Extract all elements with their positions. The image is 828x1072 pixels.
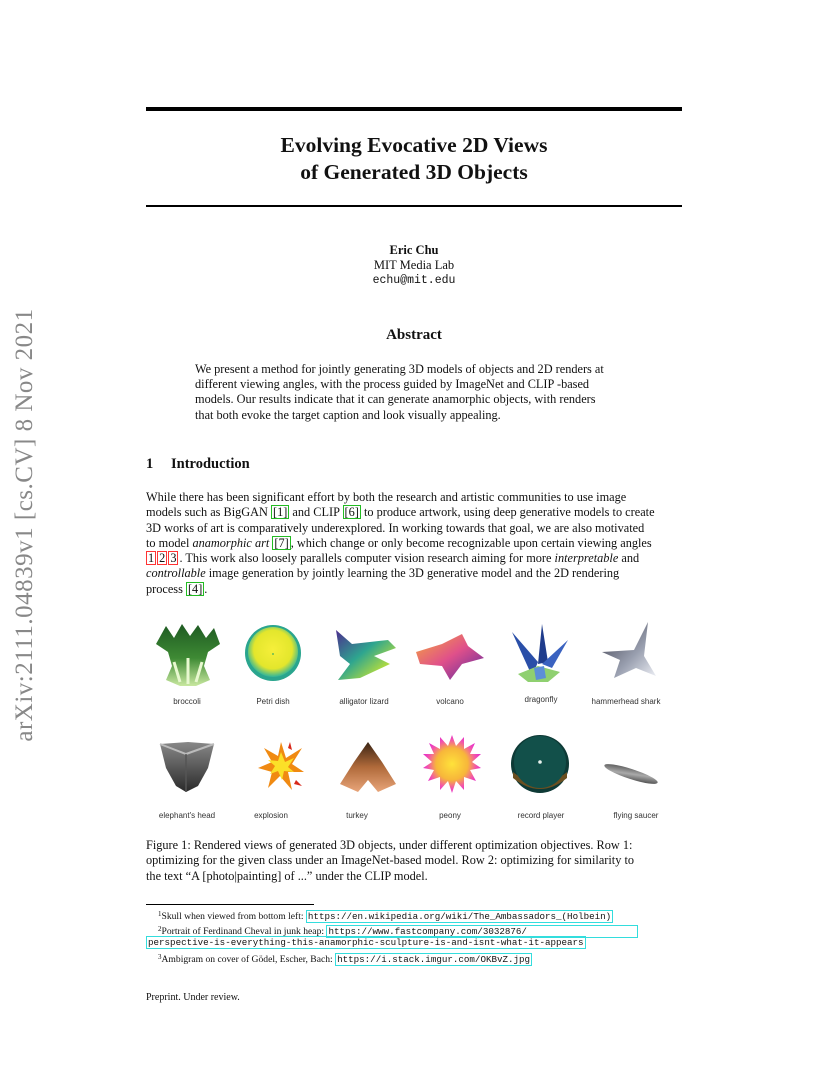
author-email[interactable]: echu@mit.edu xyxy=(372,274,456,287)
footnote-link[interactable]: 1 xyxy=(148,551,155,566)
render-turkey xyxy=(338,740,398,794)
footnote-text: Ambigram on cover of Gödel, Escher, Bach: xyxy=(161,954,336,965)
render-record-player xyxy=(510,734,570,794)
figure-label-elephants-head: elephant's head xyxy=(158,811,216,820)
abstract-line: models. Our results indicate that it can generate anamorphic objects, with renders xyxy=(195,392,596,407)
figure-label-hammerhead-shark: hammerhead shark xyxy=(591,697,661,706)
paper-title xyxy=(146,132,682,186)
para-text: 3D works of art is comparatively underexplored. In working towards that goal, we are also motivated xyxy=(146,520,645,535)
citation-link[interactable]: [7] xyxy=(274,535,289,550)
para-line xyxy=(146,490,682,505)
title-line-2: of Generated 3D Objects xyxy=(300,160,528,184)
figure-label-flying-saucer: flying saucer xyxy=(613,811,659,820)
footnote-link[interactable]: 3 xyxy=(170,551,177,566)
footnote-2-cont xyxy=(146,937,686,949)
render-explosion xyxy=(256,740,306,792)
abstract-line: that both evoke the target caption and look visually appealing. xyxy=(195,407,501,422)
figure-label-peony: peony xyxy=(439,811,461,820)
citation-link[interactable]: [6] xyxy=(344,505,359,520)
para-text: image generation by jointly learning the 3D generative model and the 2D rendering xyxy=(205,566,620,581)
footnote-rule xyxy=(146,904,314,905)
render-broccoli xyxy=(150,622,226,688)
figure-label-record-player: record player xyxy=(517,811,565,820)
render-elephants-head xyxy=(158,738,216,794)
para-line xyxy=(146,551,682,566)
figure-label-broccoli: broccoli xyxy=(173,697,201,706)
footnote-url-link[interactable]: https://i.stack.imgur.com/OKBvZ.jpg xyxy=(337,954,531,965)
figure-label-alligator-lizard: alligator lizard xyxy=(339,697,389,706)
section-number: 1 xyxy=(146,456,154,472)
figure-label-petri-dish: Petri dish xyxy=(256,697,290,706)
para-text: . This work also loosely parallels computer vision research aiming for more xyxy=(179,551,555,566)
citation-link[interactable]: [1] xyxy=(273,505,288,520)
para-emphasis: interpretable xyxy=(554,551,619,566)
para-line xyxy=(146,521,682,536)
figure-label-dragonfly: dragonfly xyxy=(524,695,558,704)
para-text: process xyxy=(146,581,186,596)
render-dragonfly xyxy=(508,622,572,688)
citation-link[interactable]: [4] xyxy=(187,581,203,596)
caption-line: Figure 1: Rendered views of generated 3D objects, under different optimization objectives. Row 1: xyxy=(146,838,633,852)
title-line-1: Evolving Evocative 2D Views xyxy=(280,133,548,157)
footnote-link[interactable]: 2 xyxy=(159,551,166,566)
abstract-heading: Abstract xyxy=(386,327,442,343)
abstract-body xyxy=(195,362,635,423)
para-text: and xyxy=(618,551,640,566)
para-line xyxy=(146,505,682,520)
render-volcano xyxy=(412,632,488,684)
footnote-mark: 2 xyxy=(158,925,162,933)
author-name: Eric Chu xyxy=(389,243,439,257)
abstract-line: We present a method for jointly generating 3D models of objects and 2D renders at xyxy=(195,362,604,376)
footnote-url-link[interactable]: perspective-is-everything-this-anamorphic-sculpture-is-and-isnt-what-it-appears xyxy=(148,937,584,948)
para-line xyxy=(146,536,682,551)
figure-label-explosion: explosion xyxy=(254,811,288,820)
render-alligator-lizard xyxy=(330,626,400,684)
figure-caption xyxy=(146,838,682,884)
footnote-1 xyxy=(158,908,698,923)
para-text: models such as BigGAN xyxy=(146,505,272,520)
footnote-url-link[interactable]: https://www.fastcompany.com/3032876/ xyxy=(326,925,637,938)
para-text: While there has been significant effort by both the research and artistic communities to use image xyxy=(146,490,627,504)
render-petri-dish xyxy=(244,624,302,682)
author-affiliation: MIT Media Lab xyxy=(373,258,455,272)
render-hammerhead-shark xyxy=(598,620,658,682)
figure-label-volcano: volcano xyxy=(436,697,464,706)
abstract-line: different viewing angles, with the process guided by ImageNet and CLIP -based xyxy=(195,377,590,392)
footnote-3 xyxy=(158,951,698,966)
figure-label-turkey: turkey xyxy=(346,811,368,820)
title-top-rule xyxy=(146,107,682,111)
caption-line: optimizing for the given class under an ImageNet-based model. Row 2: optimizing for similarity to xyxy=(146,853,635,868)
para-text: to model xyxy=(146,535,193,550)
section-title: Introduction xyxy=(171,456,250,472)
section-heading xyxy=(146,455,250,473)
para-emphasis: controllable xyxy=(146,566,206,581)
para-line xyxy=(146,566,682,581)
caption-line: the text “A [photo|painting] of ...” under the CLIP model. xyxy=(146,868,428,883)
arxiv-stamp xyxy=(5,290,45,760)
para-text: . xyxy=(204,581,208,596)
footnote-text: Skull when viewed from bottom left: xyxy=(161,911,306,922)
title-bottom-rule xyxy=(146,205,682,207)
footnote-mark: 1 xyxy=(158,910,162,918)
arxiv-id: arXiv:2111.04839v1 [cs.CV] 8 Nov 2021 xyxy=(11,308,38,742)
preprint-footer: Preprint. Under review. xyxy=(146,992,240,1003)
render-peony xyxy=(422,734,482,794)
para-text: and CLIP xyxy=(289,505,343,520)
footnote-text: Portrait of Ferdinand Cheval in junk heap: xyxy=(161,926,327,937)
para-line xyxy=(146,582,682,597)
para-text: to produce artwork, using deep generative models to create xyxy=(360,505,655,520)
footnote-mark: 3 xyxy=(158,953,162,961)
footnote-url-link[interactable]: https://en.wikipedia.org/wiki/The_Ambassadors_(Holbein) xyxy=(307,911,612,922)
para-text: , which change or only become recognizable upon certain viewing angles xyxy=(290,535,652,550)
intro-paragraph xyxy=(146,490,682,597)
render-flying-saucer xyxy=(602,762,660,786)
para-emphasis: anamorphic art xyxy=(192,535,270,550)
